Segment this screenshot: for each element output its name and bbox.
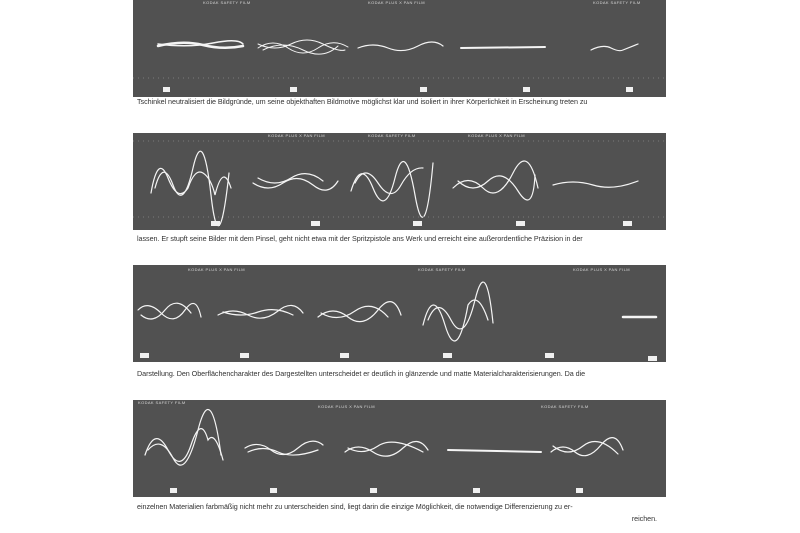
film-edge-label: KODAK SAFETY FILM <box>593 0 641 5</box>
film-strip-4 <box>133 400 666 497</box>
film-edge-label: KODAK SAFETY FILM <box>541 404 589 409</box>
film-strip-1 <box>133 0 666 97</box>
film-edge-label: KODAK PLUS X PAN FILM <box>188 267 246 272</box>
film-edge-label: KODAK PLUS X PAN FILM <box>368 0 426 5</box>
oscillogram-waves <box>133 400 666 497</box>
film-edge-label: KODAK SAFETY FILM <box>418 267 466 272</box>
film-edge-label: KODAK PLUS X PAN FILM <box>468 133 526 138</box>
film-edge-label: KODAK PLUS X PAN FILM <box>573 267 631 272</box>
film-edge-label: KODAK SAFETY FILM <box>138 400 186 405</box>
caption-line-1: Tschinkel neutralisiert die Bildgründe, um seine objekthaften Bildmotive möglichst klar und isoliert in ihrer Körperlichkeit in Erscheinung treten zu <box>137 97 588 106</box>
film-edge-label: KODAK SAFETY FILM <box>203 0 251 5</box>
caption-line-4: einzelnen Materialien farbmäßig nicht mehr zu unterscheiden sind, liegt darin die einzige Möglichkeit, die notwendige Differenzierung zu er- <box>137 502 573 511</box>
film-edge-label: KODAK PLUS X PAN FILM <box>318 404 376 409</box>
film-strip-3 <box>133 265 666 362</box>
film-edge-label: KODAK PLUS X PAN FILM <box>268 133 326 138</box>
oscillogram-waves <box>133 133 666 230</box>
oscillogram-waves <box>133 0 666 97</box>
caption-line-2: lassen. Er stupft seine Bilder mit dem Pinsel, geht nicht etwa mit der Spritzpistole ans Werk und erreicht eine außerordentliche Präzision in der <box>137 234 583 243</box>
film-strip-2 <box>133 133 666 230</box>
film-edge-label: KODAK SAFETY FILM <box>368 133 416 138</box>
caption-line-5: reichen. <box>631 514 657 523</box>
oscillogram-waves <box>133 265 666 362</box>
caption-line-3: Darstellung. Den Oberflächencharakter des Dargestellten unterscheidet er deutlich in glänzende und matte Materialcharakterisierungen. Da die <box>137 369 586 378</box>
